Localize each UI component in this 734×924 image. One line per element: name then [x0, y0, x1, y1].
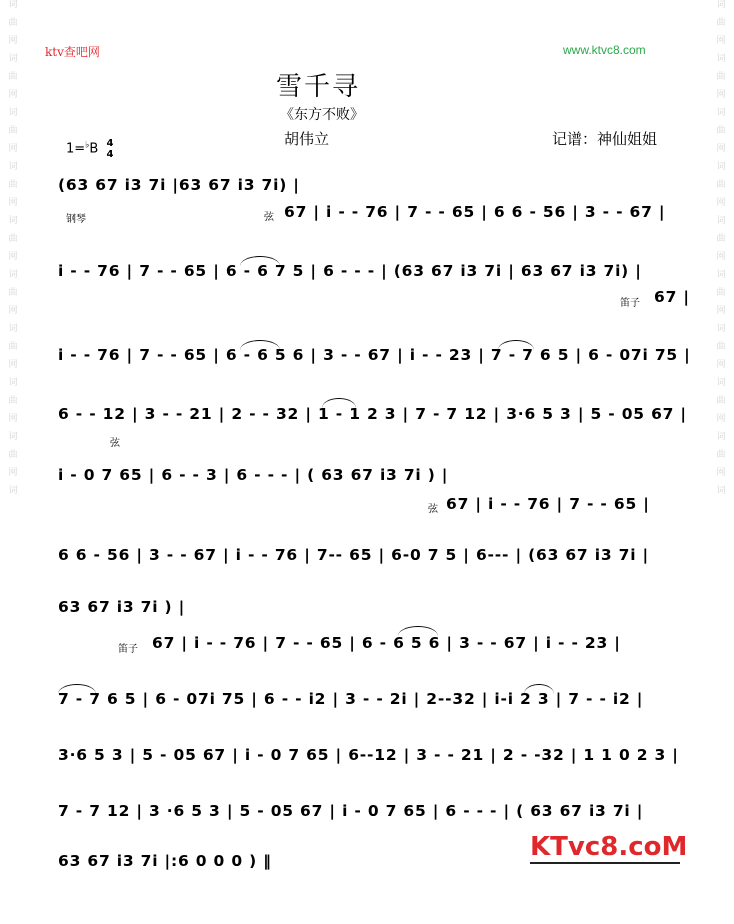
score-line-13: 3·6 5 3 | 5 - 05 67 | i - 0 7 65 | 6--12 | 3 - - 21 | 2 - -32 | 1 1 0 2 3 | — [58, 746, 679, 764]
instrument-strings: 弦 — [264, 212, 274, 223]
instrument-piano: 钢琴 — [66, 214, 86, 225]
watermark-char: 曲 — [8, 234, 18, 244]
watermark-char: 曲 — [716, 126, 726, 136]
watermark-char: 网 — [716, 252, 726, 262]
side-watermark-left — [2, 0, 24, 924]
site-url-right: www.ktvc8.com — [563, 43, 646, 57]
site-name-left: ktv查吧网 — [45, 45, 100, 59]
key-signature — [66, 138, 113, 160]
logo-underline — [530, 862, 680, 864]
watermark-char: 曲 — [8, 18, 18, 28]
score-line-14: 7 - 7 12 | 3 ·6 5 3 | 5 - 05 67 | i - 0 7 65 | 6 - - - | ( 63 67 i3 7i | — [58, 802, 644, 820]
watermark-char: 曲 — [716, 72, 726, 82]
side-watermark-right — [710, 0, 732, 924]
recorder-credit: 记谱：神仙姐姐 — [552, 130, 658, 148]
watermark-char: 网 — [8, 468, 18, 478]
watermark-char: 曲 — [8, 72, 18, 82]
score-line-7: i - 0 7 65 | 6 - - 3 | 6 - - - | ( 63 67 i3 7i ) | — [58, 466, 449, 484]
score-line-8: 67 | i - - 76 | 7 - - 65 | — [446, 495, 650, 513]
watermark-char: 网 — [716, 144, 726, 154]
watermark-char: 曲 — [716, 396, 726, 406]
watermark-char: 曲 — [716, 180, 726, 190]
watermark-char: 网 — [716, 36, 726, 46]
tie-mark — [524, 684, 554, 694]
time-signature — [106, 138, 113, 160]
watermark-char: 词 — [716, 216, 726, 226]
watermark-char: 曲 — [8, 126, 18, 136]
watermark-char: 网 — [8, 252, 18, 262]
tie-mark — [322, 398, 356, 408]
watermark-char: 词 — [8, 162, 18, 172]
watermark-char: 曲 — [8, 288, 18, 298]
watermark-char: 词 — [716, 324, 726, 334]
score-line-1: (63 67 i3 7i |63 67 i3 7i) | — [58, 176, 300, 194]
score-line-10: 63 67 i3 7i ) | — [58, 598, 186, 616]
watermark-char: 曲 — [8, 396, 18, 406]
watermark-char: 词 — [8, 54, 18, 64]
score-line-11: 67 | i - - 76 | 7 - - 65 | 6 - 6 5 6 | 3 - - 67 | i - - 23 | — [152, 634, 621, 652]
score-line-6: 6 - - 12 | 3 - - 21 | 2 - - 32 | 1 - 1 2 3 | 7 - 7 12 | 3·6 5 3 | 5 - 05 67 | — [58, 405, 687, 423]
watermark-char: 曲 — [716, 450, 726, 460]
watermark-char: 网 — [716, 360, 726, 370]
watermark-char: 网 — [8, 36, 18, 46]
watermark-char: 网 — [8, 360, 18, 370]
watermark-char: 曲 — [8, 342, 18, 352]
time-top: 4 — [106, 138, 114, 149]
site-logo — [530, 832, 690, 892]
watermark-char: 词 — [8, 108, 18, 118]
watermark-char: 词 — [8, 270, 18, 280]
tie-mark — [398, 626, 438, 636]
watermark-char: 网 — [8, 144, 18, 154]
logo-text: KTvc8.coM — [530, 832, 688, 862]
watermark-char: 词 — [716, 54, 726, 64]
tie-mark — [58, 684, 96, 694]
watermark-char: 曲 — [716, 18, 726, 28]
key-prefix: 1= — [66, 141, 86, 157]
key-note: B — [89, 141, 99, 157]
watermark-char: 曲 — [8, 450, 18, 460]
watermark-char: 词 — [8, 0, 18, 10]
watermark-char: 词 — [716, 162, 726, 172]
tie-mark — [240, 256, 280, 266]
watermark-char: 网 — [8, 414, 18, 424]
watermark-char: 网 — [8, 306, 18, 316]
score-line-2: 67 | i - - 76 | 7 - - 65 | 6 6 - 56 | 3 - - 67 | — [284, 203, 666, 221]
watermark-char: 网 — [716, 414, 726, 424]
song-subtitle: 《东方不败》 — [280, 107, 364, 123]
song-title: 雪千寻 — [276, 72, 361, 102]
watermark-char: 词 — [716, 108, 726, 118]
watermark-char: 网 — [716, 306, 726, 316]
score-line-12: 7 - 7 6 5 | 6 - 07i 75 | 6 - - i2 | 3 - - 2i | 2--32 | i-i 2 3 | 7 - - i2 | — [58, 690, 644, 708]
instrument-flute: 笛子 — [118, 644, 138, 655]
flat-symbol: ♭ — [85, 140, 90, 151]
watermark-char: 曲 — [716, 288, 726, 298]
score-line-5: i - - 76 | 7 - - 65 | 6 - 6 5 6 | 3 - - 67 | i - - 23 | 7 - 7 6 5 | 6 - 07i 75 | — [58, 346, 691, 364]
score-line-9: 6 6 - 56 | 3 - - 67 | i - - 76 | 7-- 65 | 6-0 7 5 | 6--- | (63 67 i3 7i | — [58, 546, 649, 564]
watermark-char: 曲 — [716, 234, 726, 244]
time-bottom: 4 — [106, 149, 114, 160]
watermark-char: 词 — [716, 378, 726, 388]
watermark-char: 网 — [716, 198, 726, 208]
tie-mark — [498, 340, 534, 350]
score-line-4: 67 | — [654, 288, 690, 306]
score-line-15: 63 67 i3 7i |:6 0 0 0 ) ‖ — [58, 852, 272, 870]
instrument-strings: 弦 — [428, 504, 438, 515]
tie-mark — [240, 340, 280, 350]
instrument-flute: 笛子 — [620, 298, 640, 309]
watermark-char: 词 — [716, 270, 726, 280]
instrument-strings: 弦 — [110, 438, 120, 449]
watermark-char: 词 — [8, 216, 18, 226]
singer-name: 胡伟立 — [284, 130, 330, 148]
watermark-char: 网 — [716, 468, 726, 478]
watermark-char: 曲 — [8, 180, 18, 190]
watermark-char: 词 — [8, 486, 18, 496]
watermark-char: 网 — [8, 198, 18, 208]
watermark-char: 词 — [8, 324, 18, 334]
watermark-char: 曲 — [716, 342, 726, 352]
watermark-char: 网 — [8, 90, 18, 100]
score-line-3: i - - 76 | 7 - - 65 | 6 - 6 7 5 | 6 - - - | (63 67 i3 7i | 63 67 i3 7i) | — [58, 262, 642, 280]
watermark-char: 词 — [8, 432, 18, 442]
watermark-char: 词 — [8, 378, 18, 388]
watermark-char: 词 — [716, 486, 726, 496]
watermark-char: 网 — [716, 90, 726, 100]
watermark-char: 词 — [716, 0, 726, 10]
watermark-char: 词 — [716, 432, 726, 442]
